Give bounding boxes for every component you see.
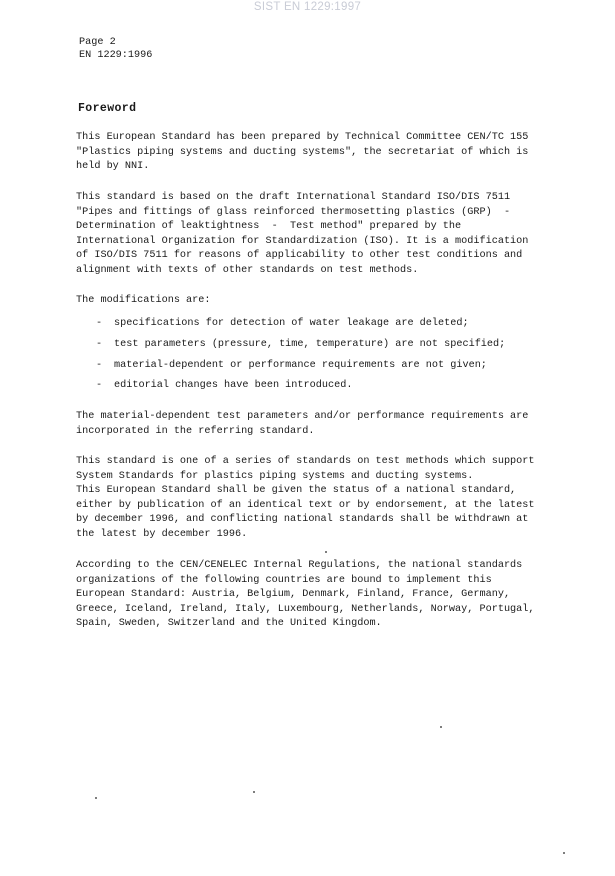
standard-reference: EN 1229:1996	[79, 50, 153, 61]
bullet-dash: -	[96, 380, 103, 391]
text-line: International Organization for Standardization (ISO). It is a modification	[76, 235, 529, 247]
text-line: The material-dependent test parameters and/or performance requirements are	[76, 411, 529, 422]
scan-speck	[440, 726, 442, 728]
text-line: by december 1996, and conflicting national standards shall be withdrawn at	[76, 514, 529, 526]
text-line: the latest by december 1996.	[76, 528, 248, 540]
text-line: This standard is one of a series of standards on test methods which support	[76, 456, 535, 467]
paragraph-test-parameters	[76, 410, 551, 439]
list-item	[96, 339, 505, 353]
scan-speck	[253, 791, 255, 793]
page-number: Page 2	[79, 37, 116, 48]
text-line: According to the CEN/CENELEC Internal Regulations, the national standards	[76, 560, 523, 571]
section-heading-foreword: Foreword	[78, 102, 137, 115]
text-line: Determination of leaktightness - Test method" prepared by the	[76, 221, 462, 233]
text-line: "Pipes and fittings of glass reinforced thermosetting plastics (GRP) -	[76, 206, 511, 218]
text-line: "Plastics piping systems and ducting systems", the secretariat of which is	[76, 146, 529, 158]
paragraph-prepared-by	[76, 131, 551, 175]
page-header	[79, 36, 152, 62]
watermark-document-id: SIST EN 1229:1997	[253, 1, 362, 13]
text-line: This standard is based on the draft International Standard ISO/DIS 7511	[76, 192, 511, 203]
text-line: of ISO/DIS 7511 for reasons of applicability to other test conditions and	[76, 250, 523, 262]
list-item-text: specifications for detection of water leakage are deleted;	[114, 318, 469, 329]
list-item-text: material-dependent or performance requirements are not given;	[114, 360, 487, 371]
modifications-intro	[76, 294, 551, 309]
list-item	[96, 318, 469, 332]
text-line: This European Standard has been prepared by Technical Committee CEN/TC 155	[76, 132, 529, 143]
bullet-dash: -	[96, 339, 103, 350]
list-item-text: editorial changes have been introduced.	[114, 380, 353, 391]
scan-speck	[95, 797, 97, 799]
text-line: System Standards for plastics piping systems and ducting systems.	[76, 470, 474, 482]
bullet-dash: -	[96, 318, 103, 329]
text-line: European Standard: Austria, Belgium, Denmark, Finland, France, Germany,	[76, 589, 511, 601]
text-line: alignment with texts of other standards on test methods.	[76, 264, 419, 276]
text-line: The modifications are:	[76, 295, 211, 306]
text-line: Greece, Iceland, Ireland, Italy, Luxembourg, Netherlands, Norway, Portugal,	[76, 603, 535, 615]
text-line: Spain, Sweden, Switzerland and the United Kingdom.	[76, 618, 382, 630]
paragraph-series-status	[76, 455, 551, 543]
scan-speck	[325, 551, 327, 553]
text-line: organizations of the following countries are bound to implement this	[76, 574, 492, 586]
list-item-text: test parameters (pressure, time, temperature) are not specified;	[114, 339, 506, 350]
text-line: either by publication of an identical text or by endorsement, at the latest	[76, 499, 535, 511]
paragraph-based-on	[76, 191, 551, 279]
list-item	[96, 360, 487, 374]
text-line: This European Standard shall be given the status of a national standard,	[76, 485, 517, 497]
scan-speck	[563, 852, 565, 854]
bullet-dash: -	[96, 360, 103, 371]
text-line: incorporated in the referring standard.	[76, 425, 315, 437]
paragraph-cen-regulations	[76, 559, 551, 632]
text-line: held by NNI.	[76, 161, 150, 173]
list-item	[96, 380, 352, 394]
